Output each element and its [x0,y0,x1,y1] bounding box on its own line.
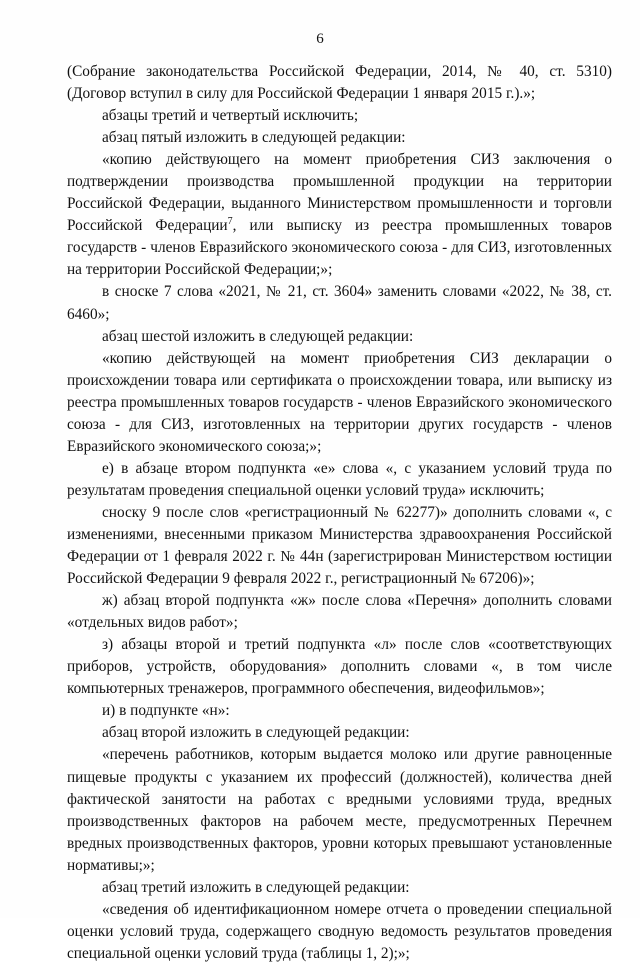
paragraph-text: «копию действующего на момент приобретения СИЗ заключения о подтверждении производства промышленной продукции на территории Российской Федерации, выданного Министерством промышленности и торговли Российской Федерации [67,151,612,235]
page-number: 6 [316,31,324,47]
paragraph: абзацы третий и четвертый исключить; [102,107,359,125]
paragraph: ж) абзац второй подпункта «ж» после слова «Перечня» дополнить словами «отдельных видов работ»; [67,592,612,632]
paragraph [67,149,612,281]
document-body [67,61,612,965]
paragraph: и) в подпункте «н»: [102,702,230,720]
paragraph: абзац шестой изложить в следующей редакции: [102,327,414,345]
paragraph: з) абзацы второй и третий подпункта «л» после слов «соответствующих приборов, устройств, оборудования» дополнить словами «, в том числе компьютерных тренажеров, программного обеспечения, видеофильмов»; [67,636,612,698]
paragraph-text-continued: , или выписку из реестра промышленных товаров государств - членов Евразийского экономического союза - для СИЗ, изготовленных на территории Российской Федерации;»; [67,217,612,279]
paragraph: сноску 9 после слов «регистрационный № 62277)» дополнить словами «, с изменениями, внесенными приказом Министерства здравоохранения Российской Федерации от 1 февраля 2022 г. № 44н (зарегистрирован Министерством юстиции Российской Федерации 9 февраля 2022 г., регистрационный № 67206)»; [67,503,612,588]
paragraph: «копию действующей на момент приобретения СИЗ декларации о происхождении товара или сертификата о происхождении товара, или выписку из реестра промышленных товаров государств - членов Евразийского экономического союза - для СИЗ, изготовленных на территории других государств - членов Евразийского экономического союза;»; [67,349,612,455]
paragraph: абзац третий изложить в следующей редакции: [102,878,410,896]
paragraph: (Собрание законодательства Российской Федерации, 2014, № 40, ст. 5310) (Договор вступил в силу для Российской Федерации 1 января 2015 г.).»; [67,63,612,103]
paragraph: е) в абзаце втором подпункта «е» слова «, с указанием условий труда по результатам проведения специальной оценки условий труда» исключить; [67,459,612,499]
paragraph: абзац пятый изложить в следующей редакции: [102,129,406,147]
paragraph: «сведения об идентификационном номере отчета о проведении специальной оценки условий труда, содержащего сводную ведомость результатов проведения специальной оценки условий труда (таблицы 1, 2);»; [67,900,612,962]
footnote-mark: 7 [227,216,233,228]
paragraph: «перечень работников, которым выдается молоко или другие равноценные пищевые продукты с указанием их профессий (должностей), количества дней фактической занятости на работах с вредными условиями труда, вредных производственных факторов на рабочем месте, предусмотренных Перечнем вредных производственных факторов, уровни которых превышают установленные нормативы;»; [67,746,612,874]
paragraph: абзац второй изложить в следующей редакции: [102,724,410,742]
paragraph: в сноске 7 слова «2021, № 21, ст. 3604» заменить словами «2022, № 38, ст. 6460»; [67,283,612,323]
